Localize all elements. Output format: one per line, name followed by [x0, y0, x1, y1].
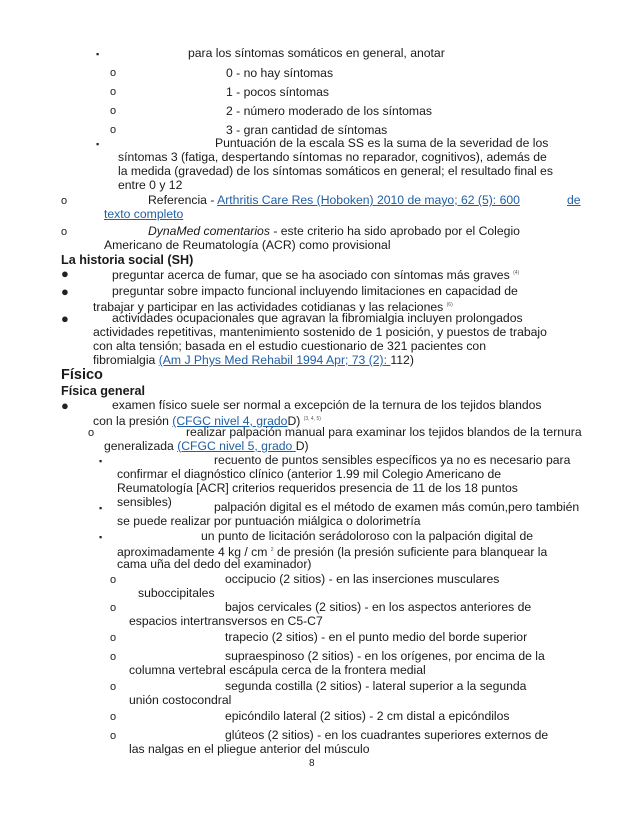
symptom-level-2: 2 - número moderado de los síntomas [226, 104, 432, 118]
palpacion-prefix: generalizada [104, 439, 178, 453]
occipucio-line-1: occipucio (2 sitios) - en las inserciones musculares [225, 572, 500, 586]
digital-line-1: palpación digital es el método de examen más común,pero también [214, 500, 580, 514]
circle-bullet-icon: o [110, 602, 117, 614]
puntuacion-line-4: entre 0 y 12 [118, 178, 183, 192]
supraespinoso-line-1: supraespinoso (2 sitios) - en los orígenes, por encima de la [225, 649, 545, 663]
square-bullet-icon: ▪ [96, 49, 100, 59]
square-bullet-icon: ▪ [99, 532, 103, 542]
recuento-line-2: confirmar el diagnóstico clínico (anterior 1.99 mil Colegio Americano de [117, 467, 502, 481]
circle-bullet-icon: o [110, 574, 117, 586]
disc-bullet-icon: ● [61, 398, 69, 413]
punto-line-3: cama uña del dedo del examinador) [117, 557, 312, 571]
sh-bullet-2-text: trabajar y participar en las actividades cotidianas y las relaciones [93, 300, 444, 315]
symptom-level-3: 3 - gran cantidad de síntomas [226, 123, 388, 137]
circle-bullet-icon: o [110, 730, 117, 742]
social-history-heading: La historia social (SH) [61, 253, 194, 267]
segunda-costilla-line-1: segunda costilla (2 sitios) - lateral superior a la segunda [225, 679, 527, 693]
sh-bullet-3-line-4 [93, 353, 414, 368]
recuento-line-4: sensibles) [117, 495, 172, 509]
square-bullet-icon: ▪ [96, 139, 100, 149]
circle-bullet-icon: o [110, 86, 117, 98]
epicondilo-line: epicóndilo lateral (2 sitios) - 2 cm distal a epicóndilos [225, 709, 510, 723]
punto-line-1: un punto de licitación serádoloroso con la palpación digital de [201, 529, 533, 543]
am-j-phys-med-link[interactable]: (Am J Phys Med Rehabil 1994 Apr; 73 (2): [158, 353, 391, 367]
circle-bullet-icon: o [110, 105, 117, 117]
dynamed-label: DynaMed comentarios [148, 224, 270, 238]
disc-bullet-icon: ● [61, 311, 69, 326]
punto-text-b: de presión (la presión suficiente para blanquear la [273, 545, 548, 560]
sh-bullet-2-line-1: preguntar sobre impacto funcional incluyendo limitaciones en capacidad de [112, 284, 518, 298]
sh-bullet-1-text: preguntar acerca de fumar, que se ha asociado con síntomas más graves [112, 268, 510, 283]
cfgc-nivel-4-link[interactable]: (CFGC nivel 4, grado [172, 414, 288, 429]
palpacion-line-2 [104, 439, 309, 454]
citation-marker: (4) [513, 270, 520, 276]
circle-bullet-icon: o [61, 226, 68, 238]
puntuacion-line-3: la medida (gravedad) de los síntomas somáticos en general; el resultado final es [118, 164, 553, 178]
circle-bullet-icon: o [88, 427, 95, 439]
occipucio-line-2: suboccipitales [138, 586, 215, 600]
bajos-cervicales-line-1: bajos cervicales (2 sitios) - en los aspectos anteriores de [225, 600, 532, 614]
supraespinoso-line-2: columna vertebral escápula cerca de la frontera medial [129, 663, 426, 677]
circle-bullet-icon: o [110, 681, 117, 693]
referencia-label: Referencia - [148, 193, 218, 207]
fisico-heading: Físico [61, 367, 103, 383]
dynamed-line-2: Americano de Reumatología (ACR) como provisional [104, 238, 391, 252]
sh-bullet-1 [112, 266, 519, 283]
page-number: 8 [309, 758, 315, 769]
symptom-level-0: 0 - no hay síntomas [226, 66, 334, 80]
circle-bullet-icon: o [110, 124, 117, 136]
puntuacion-line-2: síntomas 3 (fatiga, despertando síntomas no reparador, cognitivos), además de [118, 150, 547, 164]
superscript-2: 2 [270, 547, 274, 553]
fisica-general-heading: Física general [61, 384, 145, 398]
referencia-link[interactable]: Arthritis Care Res (Hoboken) 2010 de mayo; 62 (5): 600 [217, 193, 520, 207]
sh-bullet-3-line-3: con alta tensión; basada en el estudio cuestionario de 321 pacientes con [93, 339, 486, 353]
recuento-line-3: Reumatología [ACR] criterios requeridos presencia de 11 de los 18 puntos [117, 481, 518, 495]
circle-bullet-icon: o [61, 195, 68, 207]
texto-completo-link-part1[interactable]: de [567, 193, 581, 207]
sh-bullet-3-line-1: actividades ocupacionales que agravan la fibromialgia incluyen prolongados [112, 311, 523, 325]
digital-line-2: se puede realizar por puntuación miálgica o dolorimetría [117, 514, 421, 528]
cfgc-nivel-5-link[interactable]: (CFGC nivel 5, grado [177, 439, 296, 453]
sh-bullet-3-prefix: fibromialgia [93, 353, 159, 367]
circle-bullet-icon: o [110, 651, 117, 663]
circle-bullet-icon: o [110, 67, 117, 79]
palpacion-suffix: D) [295, 439, 309, 453]
referencia-line [148, 193, 520, 208]
fisico-bullet-1-prefix: con la presión [93, 414, 173, 429]
circle-bullet-icon: o [110, 711, 117, 723]
puntuacion-line-1: Puntuación de la escala SS es la suma de la severidad de los [215, 136, 549, 150]
somaticos-line: para los síntomas somáticos en general, anotar [188, 46, 445, 60]
dynamed-text: - este criterio ha sido aprobado por el Colegio [269, 224, 520, 238]
segunda-costilla-line-2: unión costocondral [129, 693, 232, 707]
symptom-level-1: 1 - pocos síntomas [226, 85, 329, 99]
trapecio-line: trapecio (2 sitios) - en el punto medio del borde superior [225, 630, 528, 644]
disc-bullet-icon: ● [61, 266, 69, 281]
punto-text-a: aproximadamente 4 kg / cm [117, 545, 268, 560]
dynamed-line-1 [148, 224, 520, 239]
square-bullet-icon: ▪ [99, 503, 103, 513]
fisico-bullet-1-suffix: D) [287, 414, 301, 429]
disc-bullet-icon: ● [61, 284, 69, 299]
bajos-cervicales-line-2: espacios intertransversos en C5-C7 [129, 614, 323, 628]
sh-bullet-3-suffix: 112) [390, 353, 414, 367]
texto-completo-link-part2[interactable]: texto completo [104, 207, 184, 221]
citation-marker: (3, 4, 5) [303, 416, 321, 422]
citation-marker: (6) [446, 302, 453, 308]
square-bullet-icon: ▪ [99, 456, 103, 466]
fisico-bullet-1-line-1: examen físico suele ser normal a excepción de la ternura de los tejidos blandos [112, 398, 542, 412]
sh-bullet-3-line-2: actividades repetitivas, mantenimiento sostenido de 1 posición, y puestos de trabajo [93, 325, 547, 339]
gluteos-line-1: glúteos (2 sitios) - en los cuadrantes superiores externos de [225, 728, 549, 742]
palpacion-line-1: realizar palpación manual para examinar los tejidos blandos de la ternura [186, 425, 582, 439]
recuento-line-1: recuento de puntos sensibles específicos ya no es necesario para [214, 453, 571, 467]
circle-bullet-icon: o [110, 632, 117, 644]
gluteos-line-2: las nalgas en el pliegue anterior del músculo [129, 742, 370, 756]
